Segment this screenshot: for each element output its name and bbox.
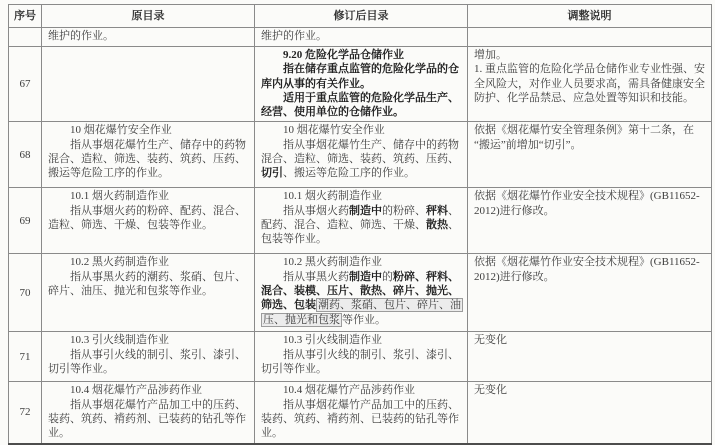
original-cell — [42, 188, 255, 254]
table-row — [9, 188, 712, 254]
revised-cell — [255, 28, 468, 47]
original-cell — [42, 122, 255, 188]
revised-cell — [255, 47, 468, 122]
serial-cell: 71 — [9, 332, 42, 382]
table-header-row — [9, 5, 712, 28]
text-run: 依据《烟花爆竹作业安全技术规程》(GB11652-2012)进行修改。 — [474, 256, 700, 283]
revision-bold-text: 适用于重点监管的危险化学品生产、经营、使用单位的仓储作业。 — [261, 91, 459, 119]
text-run: 指从事烟花爆竹产品加工中的压药、装药、筑药、褙药剂、已装药的钻孔等作业。 — [261, 398, 459, 440]
column-header-note: 调整说明 — [468, 5, 712, 28]
text-run: 指从事烟花爆竹生产、储存中的药物混合、造粒、筛选、装药、筑药、压药、搬运等危险工序的作业。 — [48, 138, 246, 180]
text-run: 10.3 引火线制造作业 — [283, 334, 382, 347]
paragraph — [48, 189, 248, 203]
paragraph — [261, 123, 461, 137]
table-body — [9, 28, 712, 444]
paragraph — [261, 333, 461, 347]
paragraph — [261, 348, 461, 377]
paragraph — [48, 138, 248, 181]
revision-bold-text: 散热 — [426, 219, 448, 232]
revised-cell — [255, 332, 468, 382]
paragraph — [474, 255, 705, 284]
paragraph — [474, 333, 705, 347]
text-run: 、包装等作业。 — [261, 219, 459, 246]
text-run: 、配药、混合、造粒、筛选、干燥、 — [261, 204, 459, 232]
paragraph — [48, 398, 248, 441]
text-run: 等作业。 — [342, 313, 386, 326]
text-run: 指从事烟火药 — [283, 204, 349, 217]
note-cell — [468, 382, 712, 444]
serial-cell: 69 — [9, 188, 42, 254]
paragraph — [474, 62, 705, 105]
note-cell — [468, 122, 712, 188]
text-run: 10.1 烟火药制造作业 — [70, 190, 169, 203]
text-run: 无变化 — [474, 384, 507, 397]
catalog-revision-table — [8, 4, 712, 445]
paragraph — [261, 398, 461, 441]
text-run: 无变化 — [474, 334, 507, 347]
table-row — [9, 332, 712, 382]
note-cell — [468, 254, 712, 332]
paragraph — [48, 383, 248, 397]
original-cell — [42, 28, 255, 47]
text-run: 的 — [382, 270, 393, 283]
paragraph — [48, 29, 248, 43]
note-cell — [468, 332, 712, 382]
table-row — [9, 28, 712, 47]
text-run: 依据《烟花爆竹作业安全技术规程》(GB11652-2012)进行修改。 — [474, 190, 700, 217]
text-run: 指从事烟火药的粉碎、配药、混合、造粒、筛选、干燥、包装等作业。 — [48, 204, 246, 232]
text-run: 指从事引火线的制引、浆引、漆引、切引等作业。 — [261, 348, 459, 376]
revision-bold-text: 9.20 危险化学品仓储作业 — [283, 49, 404, 61]
paragraph — [48, 123, 248, 137]
table-row — [9, 47, 712, 122]
paragraph — [261, 62, 461, 91]
text-run: 指从事烟花爆竹生产、储存中的药物混合、造粒、筛选、装药、筑药、压药、 — [261, 138, 459, 166]
table-row — [9, 122, 712, 188]
paragraph — [48, 348, 248, 377]
paragraph — [261, 138, 461, 181]
text-run: 的粉碎、 — [382, 204, 426, 217]
revision-bold-text: 粉碎、秤料、混合、装模、压片、散热、碎片、抛光、筛选、包装 — [261, 270, 459, 312]
serial-cell: 72 — [9, 382, 42, 444]
paragraph — [261, 270, 461, 327]
column-header-original: 原目录 — [42, 5, 255, 28]
paragraph — [474, 48, 705, 62]
text-run: 1. 重点监管的危险化学品仓储作业专业性强、安全风险大，对作业人员要求高，需具备健康安全防护、化学品禁忌、应急处置等知识和技能。 — [474, 63, 705, 104]
text-run: 指从事引火线的制引、浆引、漆引、切引等作业。 — [48, 348, 246, 376]
text-run: 10.3 引火线制造作业 — [70, 334, 169, 347]
text-run: 10 烟花爆竹安全作业 — [283, 124, 385, 137]
original-cell — [42, 47, 255, 122]
revised-cell — [255, 382, 468, 444]
paragraph — [48, 333, 248, 347]
text-run: 10.1 烟火药制造作业 — [283, 190, 382, 203]
text-run: 指从事黑火药的潮药、浆硝、包片、碎片、油压、抛光和包浆等作业。 — [48, 270, 246, 298]
column-header-revised: 修订后目录 — [255, 5, 468, 28]
text-run: 10.2 黑火药制造作业 — [283, 256, 382, 269]
paragraph — [261, 383, 461, 397]
paragraph — [48, 204, 248, 233]
paragraph — [261, 255, 461, 269]
paragraph — [474, 383, 705, 397]
paragraph — [261, 204, 461, 247]
revision-bold-text: 制造中 — [349, 270, 382, 283]
revised-cell — [255, 188, 468, 254]
revised-cell — [255, 122, 468, 188]
table-row — [9, 382, 712, 444]
deleted-text-box: 潮药、浆硝、包片、碎片、油压、抛光和包浆 — [263, 299, 461, 326]
text-run: 、搬运等危险工序的作业。 — [283, 167, 415, 180]
text-run: 10 烟花爆竹安全作业 — [70, 124, 172, 137]
original-cell — [42, 332, 255, 382]
text-run: 维护的作业。 — [48, 30, 114, 42]
text-run: 10.2 黑火药制造作业 — [70, 256, 169, 269]
serial-cell: 67 — [9, 47, 42, 122]
original-cell — [42, 382, 255, 444]
paragraph — [48, 270, 248, 299]
revision-bold-text: 秤料 — [426, 204, 448, 217]
text-run: 10.4 烟花爆竹产品涉药作业 — [70, 384, 202, 397]
text-run: 指从事烟花爆竹产品加工中的压药、装药、筑药、褙药剂、已装药的钻孔等作业。 — [48, 398, 246, 440]
revision-bold-text: 制造中 — [349, 204, 382, 217]
revision-bold-text: 指在储存重点监管的危险化学品的仓库内从事的有关作业。 — [261, 63, 459, 90]
table-row — [9, 254, 712, 332]
paragraph — [261, 48, 461, 62]
serial-cell — [9, 28, 42, 47]
note-cell — [468, 47, 712, 122]
revision-bold-text: 切引 — [261, 167, 283, 180]
column-header-serial: 序号 — [9, 5, 42, 28]
paragraph — [261, 189, 461, 203]
paragraph — [261, 91, 461, 120]
serial-cell: 68 — [9, 122, 42, 188]
note-cell — [468, 188, 712, 254]
text-run: 依据《烟花爆竹安全管理条例》第十二条，在“搬运”前增加“切引”。 — [474, 124, 694, 151]
text-run: 维护的作业。 — [261, 30, 327, 42]
text-run: 增加。 — [474, 49, 507, 61]
original-cell — [42, 254, 255, 332]
text-run: 10.4 烟花爆竹产品涉药作业 — [283, 384, 415, 397]
revised-cell — [255, 254, 468, 332]
paragraph — [48, 255, 248, 269]
paragraph — [261, 29, 461, 43]
serial-cell: 70 — [9, 254, 42, 332]
paragraph — [474, 189, 705, 218]
note-cell — [468, 28, 712, 47]
paragraph — [474, 123, 705, 152]
text-run: 指从事黑火药 — [283, 270, 349, 283]
